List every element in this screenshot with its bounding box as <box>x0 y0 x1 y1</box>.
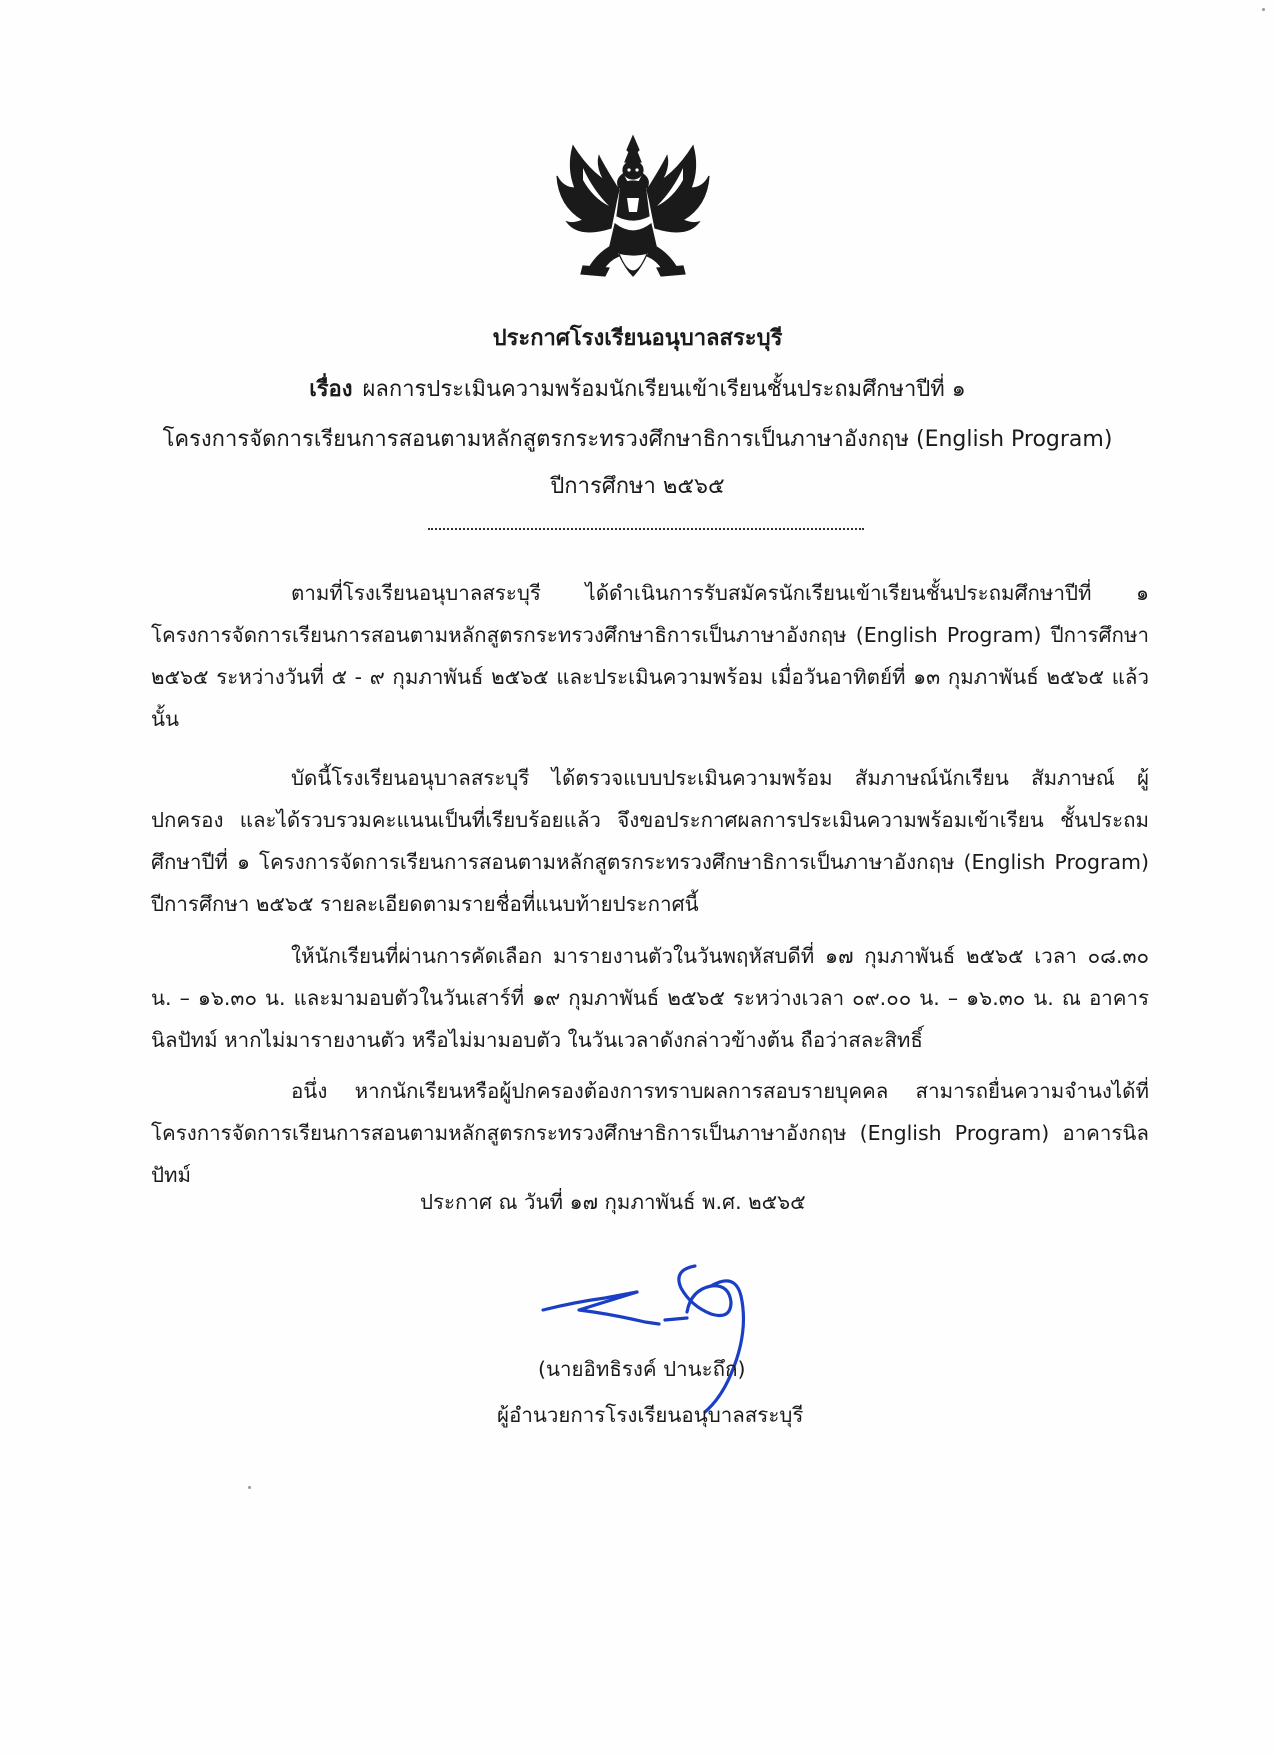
subject-text: ผลการประเมินความพร้อมนักเรียนเข้าเรียนชั้นประถมศึกษาปีที่ ๑ <box>362 377 966 402</box>
academic-year-line: ปีการศึกษา ๒๕๖๕ <box>550 474 725 499</box>
signer-position: ผู้อำนวยการโรงเรียนอนุบาลสระบุรี <box>497 1403 804 1427</box>
announcement-date: ประกาศ ณ วันที่ ๑๗ กุมภาพันธ์ พ.ศ. ๒๕๖๕ <box>420 1190 806 1214</box>
body-paragraph-4: อนึ่ง หากนักเรียนหรือผู้ปกครองต้องการทราบผลการสอบรายบุคคล สามารถยื่นความจำนงได้ที่ โครงการจัดการเรียนการสอนตามหลักสูตรกระทรวงศึกษาธิการเป็นภาษาอังกฤษ (English Program) อาคารนิลปัทม์ <box>151 1079 1149 1187</box>
announcement-title: ประกาศโรงเรียนอนุบาลสระบุรี <box>492 326 783 351</box>
body-paragraph-3: ให้นักเรียนที่ผ่านการคัดเลือก มารายงานตัวในวันพฤหัสบดีที่ ๑๗ กุมภาพันธ์ ๒๕๖๕ เวลา ๐๘.๓๐ น. – ๑๖.๓๐ น. และมามอบตัวในวันเสาร์ที่ ๑๙ กุมภาพันธ์ ๒๕๖๕ ระหว่างเวลา ๐๙.๐๐ น. – ๑๖.๓๐ น. ณ อาคารนิลปัทม์ หากไม่มารายงานตัว หรือไม่มามอบตัว ในวันเวลาดังกล่าวข้างต้น ถือว่าสละสิทธิ์ <box>151 944 1149 1052</box>
subject-label: เรื่อง <box>309 377 353 402</box>
paper-speck <box>1262 8 1265 11</box>
announcement-subject <box>0 375 1275 405</box>
garuda-emblem-icon <box>553 128 713 293</box>
body-paragraph-1: ตามที่โรงเรียนอนุบาลสระบุรี ได้ดำเนินการรับสมัครนักเรียนเข้าเรียนชั้นประถมศึกษาปีที่ ๑ โครงการจัดการเรียนการสอนตามหลักสูตรกระทรวงศึกษาธิการเป็นภาษาอังกฤษ (English Program) ปีการศึกษา ๒๕๖๕ ระหว่างวันที่ ๕ - ๙ กุมภาพันธ์ ๒๕๖๕ และประเมินความพร้อม เมื่อวันอาทิตย์ที่ ๑๓ กุมภาพันธ์ ๒๕๖๕ แล้วนั้น <box>151 581 1149 731</box>
body-paragraph-2: บัดนี้โรงเรียนอนุบาลสระบุรี ได้ตรวจแบบประเมินความพร้อม สัมภาษณ์นักเรียน สัมภาษณ์ ผู้ปกครอง และได้รวบรวมคะแนนเป็นที่เรียบร้อยแล้ว จึงขอประกาศผลการประเมินความพร้อมเข้าเรียน ชั้นประถมศึกษาปีที่ ๑ โครงการจัดการเรียนการสอนตามหลักสูตรกระทรวงศึกษาธิการเป็นภาษาอังกฤษ (English Program) ปีการศึกษา ๒๕๖๕ รายละเอียดตามรายชื่อที่แนบท้ายประกาศนี้ <box>151 766 1149 916</box>
project-line: โครงการจัดการเรียนการสอนตามหลักสูตรกระทรวงศึกษาธิการเป็นภาษาอังกฤษ (English Program) <box>162 427 1113 452</box>
dotted-divider <box>428 528 864 530</box>
paper-speck <box>248 1486 251 1489</box>
signer-name: (นายอิทธิรงค์ ปานะถึก) <box>538 1357 746 1381</box>
